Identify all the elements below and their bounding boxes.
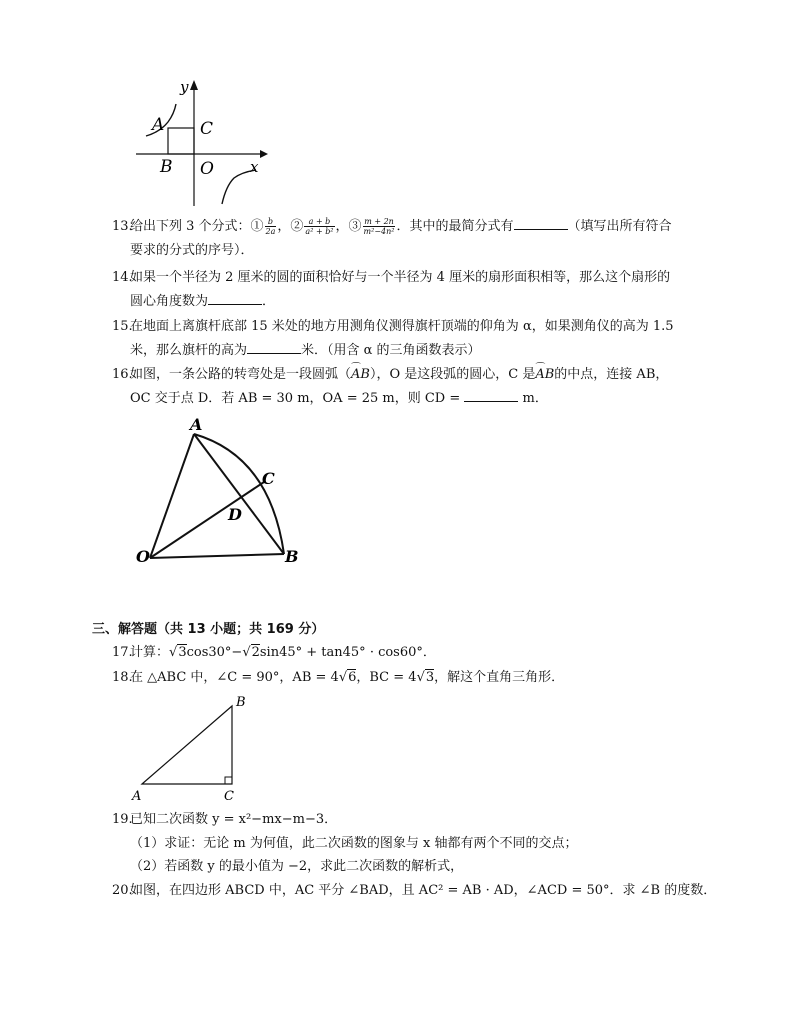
q14-line2	[130, 291, 275, 312]
fraction-3-numerator: m + 2n	[364, 217, 394, 226]
q18-text-1: 在 △ABC 中，∠C = 90°，AB = 4	[130, 670, 339, 685]
q15-line2-post: 米．（用含 α 的三角函数表示）	[301, 343, 481, 358]
label-a: A	[132, 789, 142, 804]
q17-text-2: cos30°−	[186, 645, 243, 660]
label-a: A	[152, 115, 165, 135]
sqrt-radicand: 3	[178, 645, 187, 660]
q17-text-3: sin45° + tan45° · cos60°．	[259, 645, 436, 660]
right-angle-mark	[225, 777, 232, 784]
q19-sub2: （2）若函数 y 的最小值为 −2，求此二次函数的解析式，	[130, 859, 464, 874]
question-19	[112, 809, 712, 830]
question-20	[112, 880, 732, 901]
fraction-1-denominator: 2a	[265, 227, 276, 236]
rectangle-abco	[168, 128, 194, 154]
q13-tail: （填写出所有符合	[567, 219, 672, 234]
segment-oc	[150, 482, 264, 558]
answer-blank[interactable]	[208, 292, 262, 305]
q13-prefix: 给出下列 3 个分式：①	[130, 219, 264, 234]
sqrt-radicand: 3	[425, 670, 435, 685]
q18-text-2: ，BC = 4	[356, 670, 417, 685]
x-axis-arrow	[260, 150, 268, 158]
question-18: 18.在 △ABC 中，∠C = 90°，AB = 4√6，BC = 4√3，解这个直角三角形．	[112, 667, 712, 688]
label-x: x	[250, 158, 259, 176]
label-b: B	[236, 695, 246, 710]
fraction-3-denominator: m²−4n²	[363, 227, 395, 236]
label-b: B	[285, 547, 299, 566]
q16-line2-post: m．	[522, 391, 548, 406]
segment-oa	[150, 434, 194, 558]
question-15	[112, 316, 712, 337]
q13-sep2: ，③	[335, 219, 362, 234]
label-c: C	[262, 469, 275, 488]
question-number: 13.	[112, 219, 133, 234]
q13-line2: 要求的分式的序号）．	[130, 243, 254, 258]
q16-line1-a: 如图，一条公路的转弯处是一段圆弧（	[130, 367, 352, 382]
label-o: O	[200, 159, 214, 179]
fraction-2-numerator: a + b	[304, 217, 334, 227]
label-c: C	[200, 119, 214, 139]
q15-line2	[130, 340, 481, 361]
question-13	[112, 216, 712, 237]
question-number: 18.	[112, 670, 133, 685]
fraction-1-numerator: b	[265, 217, 277, 227]
sqrt-radicand: 6	[348, 670, 357, 685]
segment-ab	[194, 434, 284, 554]
hyperbola-figure	[130, 78, 270, 208]
q15-line2-pre: 米，那么旗杆的高为	[130, 343, 248, 358]
q13-sep1: ，②	[277, 219, 304, 234]
question-16	[112, 364, 712, 385]
fraction-2-denominator: a² + b²	[305, 227, 334, 236]
label-c: C	[224, 789, 234, 804]
y-axis-arrow	[190, 80, 198, 90]
arc-ab-symbol: ⌒ AB	[535, 367, 554, 382]
triangle-figure	[128, 694, 258, 808]
triangle-abc	[142, 706, 232, 784]
q14-line1: 如果一个半径为 2 厘米的圆的面积恰好与一个半径为 4 厘米的扇形面积相等，那么这个扇形的	[130, 270, 671, 285]
sqrt-radicand: 2	[251, 645, 260, 660]
fraction-1	[265, 217, 277, 236]
label-b: B	[160, 157, 173, 177]
q16-line2	[130, 388, 548, 409]
q14-line2-post: ．	[262, 294, 276, 309]
arc-ab-symbol: ⌒ AB	[351, 367, 370, 382]
question-number: 20.	[112, 883, 133, 898]
answer-blank[interactable]	[464, 389, 518, 402]
fraction-3	[363, 217, 396, 236]
q16-line1-c: 的中点，连接 AB，	[554, 367, 669, 382]
segment-ob	[150, 554, 284, 558]
question-14	[112, 267, 712, 288]
q16-line2-pre: OC 交于点 D．若 AB = 30 m，OA = 25 m，则 CD =	[130, 391, 461, 406]
q20-line1: 如图，在四边形 ABCD 中，AC 平分 ∠BAD，且 AC² = AB · AD，∠ACD = 50°．求 ∠B 的度数．	[130, 883, 717, 898]
label-o: O	[136, 547, 150, 566]
label-y: y	[180, 78, 189, 96]
q15-line1: 在地面上离旗杆底部 15 米处的地方用测角仪测得旗杆顶端的仰角为 α，如果测角仪的高为 1.5	[130, 319, 674, 334]
q13-suffix: ．其中的最简分式有	[396, 219, 514, 234]
question-number: 17.	[112, 645, 133, 660]
q17-text-1: 计算：	[130, 645, 170, 660]
q16-line1-b: ），O 是这段弧的圆心，C 是	[369, 367, 536, 382]
answer-blank[interactable]	[514, 217, 568, 230]
question-17: 17.计算：√3cos30°−√2sin45° + tan45° · cos60°．	[112, 642, 712, 663]
question-number: 19.	[112, 812, 133, 827]
q18-text-3: ，解这个直角三角形．	[434, 670, 565, 685]
question-number: 14.	[112, 270, 133, 285]
section-title: 三、解答题（共 13 小题；共 169 分）	[92, 622, 325, 637]
label-a: A	[190, 415, 203, 434]
q14-line2-pre: 圆心角度数为	[130, 294, 209, 309]
question-number: 16.	[112, 367, 133, 382]
fraction-2	[304, 217, 334, 236]
question-number: 15.	[112, 319, 133, 334]
q19-line1: 已知二次函数 y = x²−mx−m−3．	[130, 812, 338, 827]
answer-blank[interactable]	[247, 341, 301, 354]
label-d: D	[228, 505, 242, 524]
q19-sub1: （1）求证：无论 m 为何值，此二次函数的图象与 x 轴都有两个不同的交点；	[130, 836, 578, 851]
arc-figure	[134, 412, 314, 572]
